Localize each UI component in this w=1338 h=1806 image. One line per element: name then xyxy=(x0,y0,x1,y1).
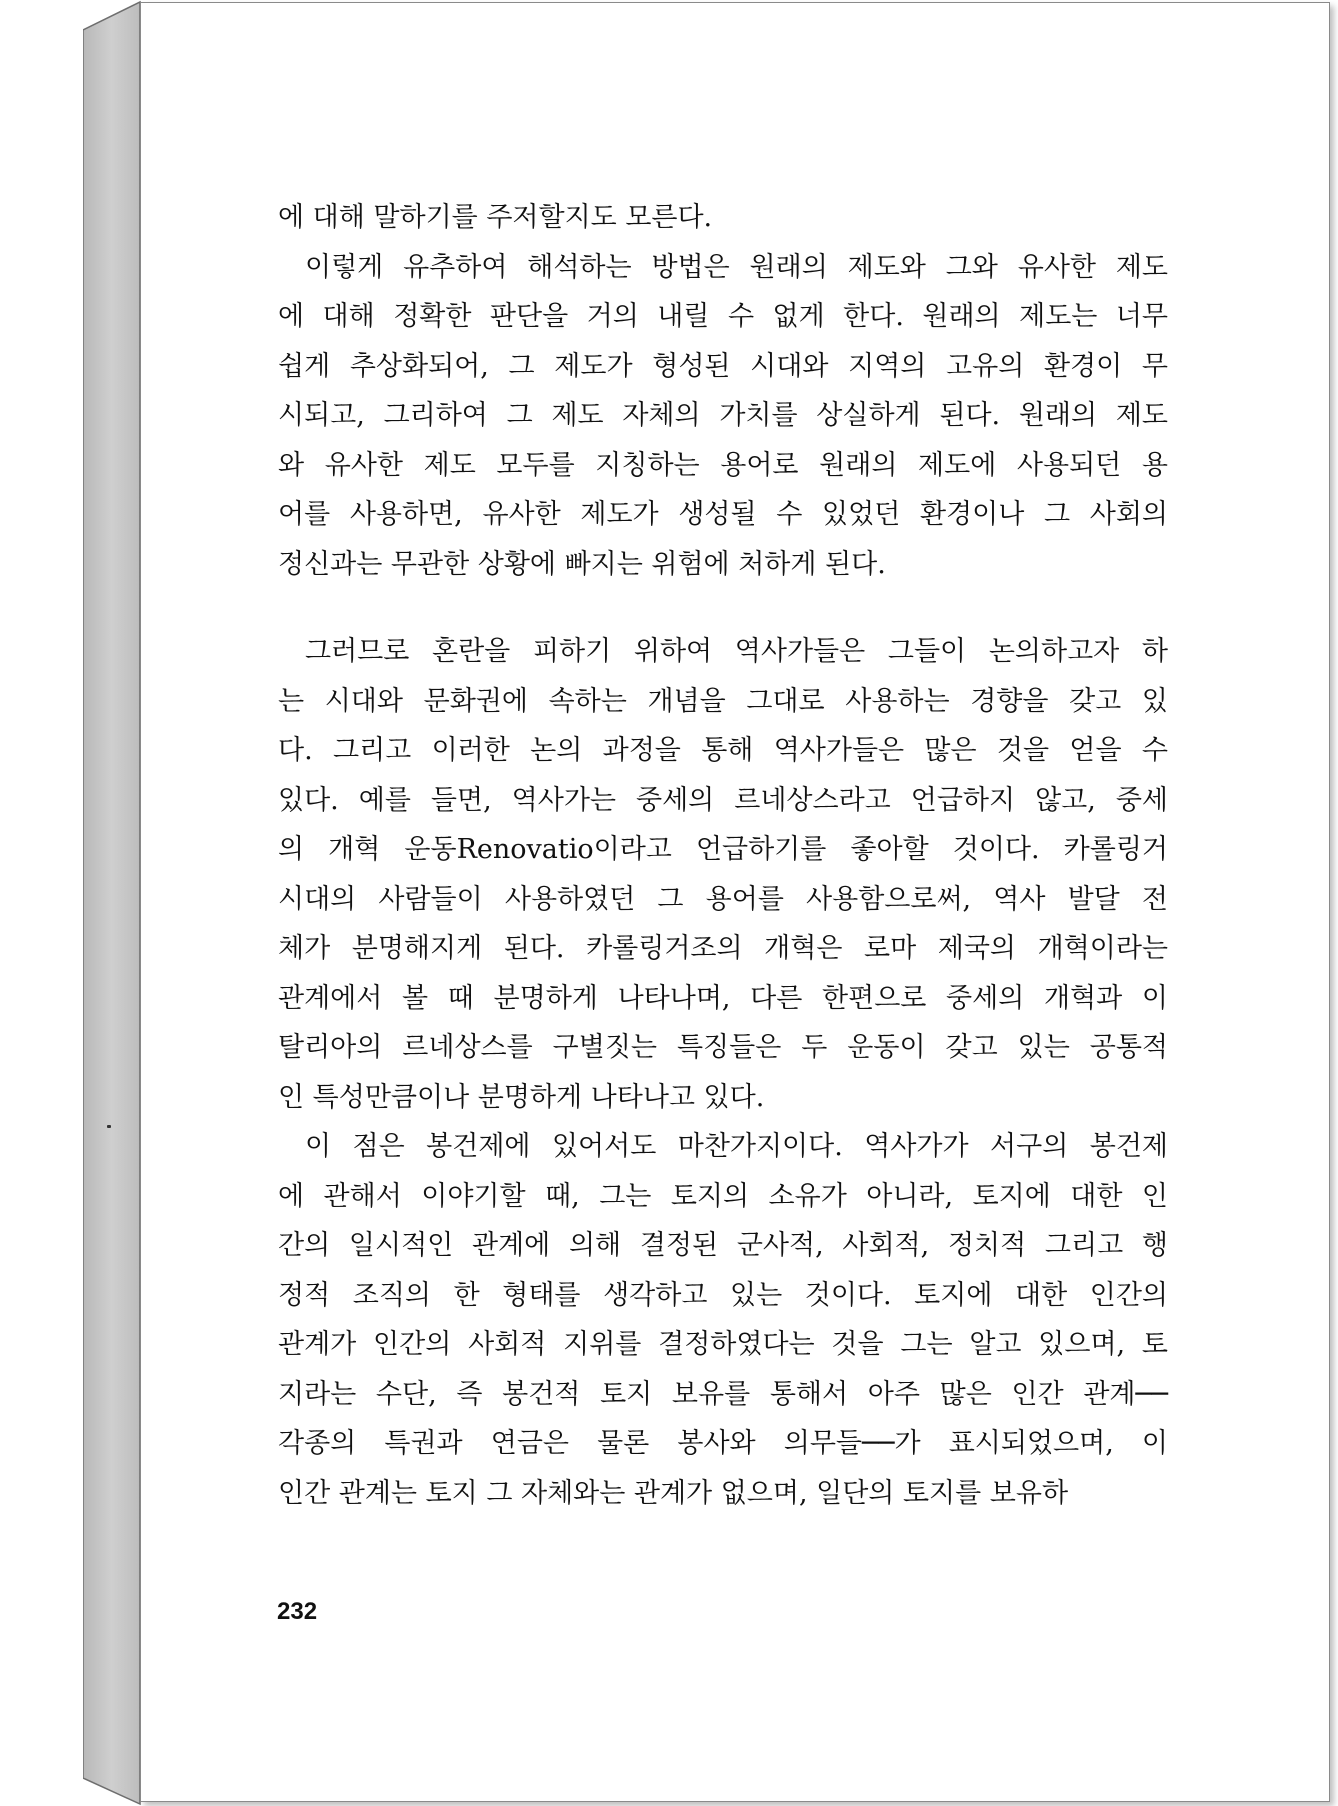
text-line: 인 특성만큼이나 분명하게 나타나고 있다. xyxy=(278,1081,765,1113)
text-line: 이렇게 유추하여 해석하는 방법은 원래의 제도와 그와 유사한 제도 xyxy=(305,251,1168,283)
text-line: 간의 일시적인 관계에 의해 결정된 군사적, 사회적, 정치적 그리고 행 xyxy=(278,1230,1168,1261)
margin-mark xyxy=(107,1125,111,1128)
paragraph xyxy=(278,1122,1168,1518)
text-line: 관계가 인간의 사회적 지위를 결정하였다는 것을 그는 알고 있으며, 토 xyxy=(278,1329,1168,1360)
text-line: 탈리아의 르네상스를 구별짓는 특징들은 두 운동이 갖고 있는 공통적 xyxy=(278,1032,1168,1063)
paragraph xyxy=(278,193,1168,243)
text-line: 의 개혁 운동Renovatio이라고 언급하기를 좋아할 것이다. 카롤링거 xyxy=(278,834,1168,865)
text-line: 이 점은 봉건제에 있어서도 마찬가지이다. 역사가가 서구의 봉건제 xyxy=(305,1131,1168,1162)
page-number: 232 xyxy=(277,1598,318,1625)
text-line: 그러므로 혼란을 피하기 위하여 역사가들은 그들이 논의하고자 하 xyxy=(305,636,1168,667)
text-line: 쉽게 추상화되어, 그 제도가 형성된 시대와 지역의 고유의 환경이 무 xyxy=(278,350,1168,382)
text-line: 지라는 수단, 즉 봉건적 토지 보유를 통해서 아주 많은 인간 관계── xyxy=(278,1378,1168,1410)
text-line: 있다. 예를 들면, 역사가는 중세의 르네상스라고 언급하지 않고, 중세 xyxy=(278,784,1168,816)
text-line: 시대의 사람들이 사용하였던 그 용어를 사용함으로써, 역사 발달 전 xyxy=(278,883,1168,915)
text-line: 에 관해서 이야기할 때, 그는 토지의 소유가 아니라, 토지에 대한 인 xyxy=(278,1180,1168,1212)
text-line: 정적 조직의 한 형태를 생각하고 있는 것이다. 토지에 대한 인간의 xyxy=(278,1279,1168,1311)
text-line: 다. 그리고 이러한 논의 과정을 통해 역사가들은 많은 것을 얻을 수 xyxy=(278,735,1168,766)
text-line: 에 대해 말하기를 주저할지도 모른다. xyxy=(278,202,713,233)
text-line: 시되고, 그리하여 그 제도 자체의 가치를 상실하게 된다. 원래의 제도 xyxy=(278,400,1168,431)
text-line: 와 유사한 제도 모두를 지칭하는 용어로 원래의 제도에 사용되던 용 xyxy=(278,449,1168,481)
paragraph-gap xyxy=(278,589,1168,627)
text-line: 체가 분명해지게 된다. 카롤링거조의 개혁은 로마 제국의 개혁이라는 xyxy=(278,933,1168,964)
text-line: 관계에서 볼 때 분명하게 나타나며, 다른 한편으로 중세의 개혁과 이 xyxy=(278,982,1168,1014)
text-line: 는 시대와 문화권에 속하는 개념을 그대로 사용하는 경향을 갖고 있 xyxy=(278,685,1168,717)
text-line: 에 대해 정확한 판단을 거의 내릴 수 없게 한다. 원래의 제도는 너무 xyxy=(278,301,1168,332)
paragraph xyxy=(278,627,1168,1122)
book-spine xyxy=(83,0,143,1806)
body-text xyxy=(278,193,1168,1518)
text-line: 인간 관계는 토지 그 자체와는 관계가 없으며, 일단의 토지를 보유하 xyxy=(278,1477,1069,1509)
book-page xyxy=(140,2,1330,1802)
paragraph xyxy=(278,243,1168,590)
text-line: 정신과는 무관한 상황에 빠지는 위험에 처하게 된다. xyxy=(278,548,886,580)
text-line: 각종의 특권과 연금은 물론 봉사와 의무들──가 표시되었으며, 이 xyxy=(278,1428,1168,1459)
text-line: 어를 사용하면, 유사한 제도가 생성될 수 있었던 환경이나 그 사회의 xyxy=(278,499,1168,530)
